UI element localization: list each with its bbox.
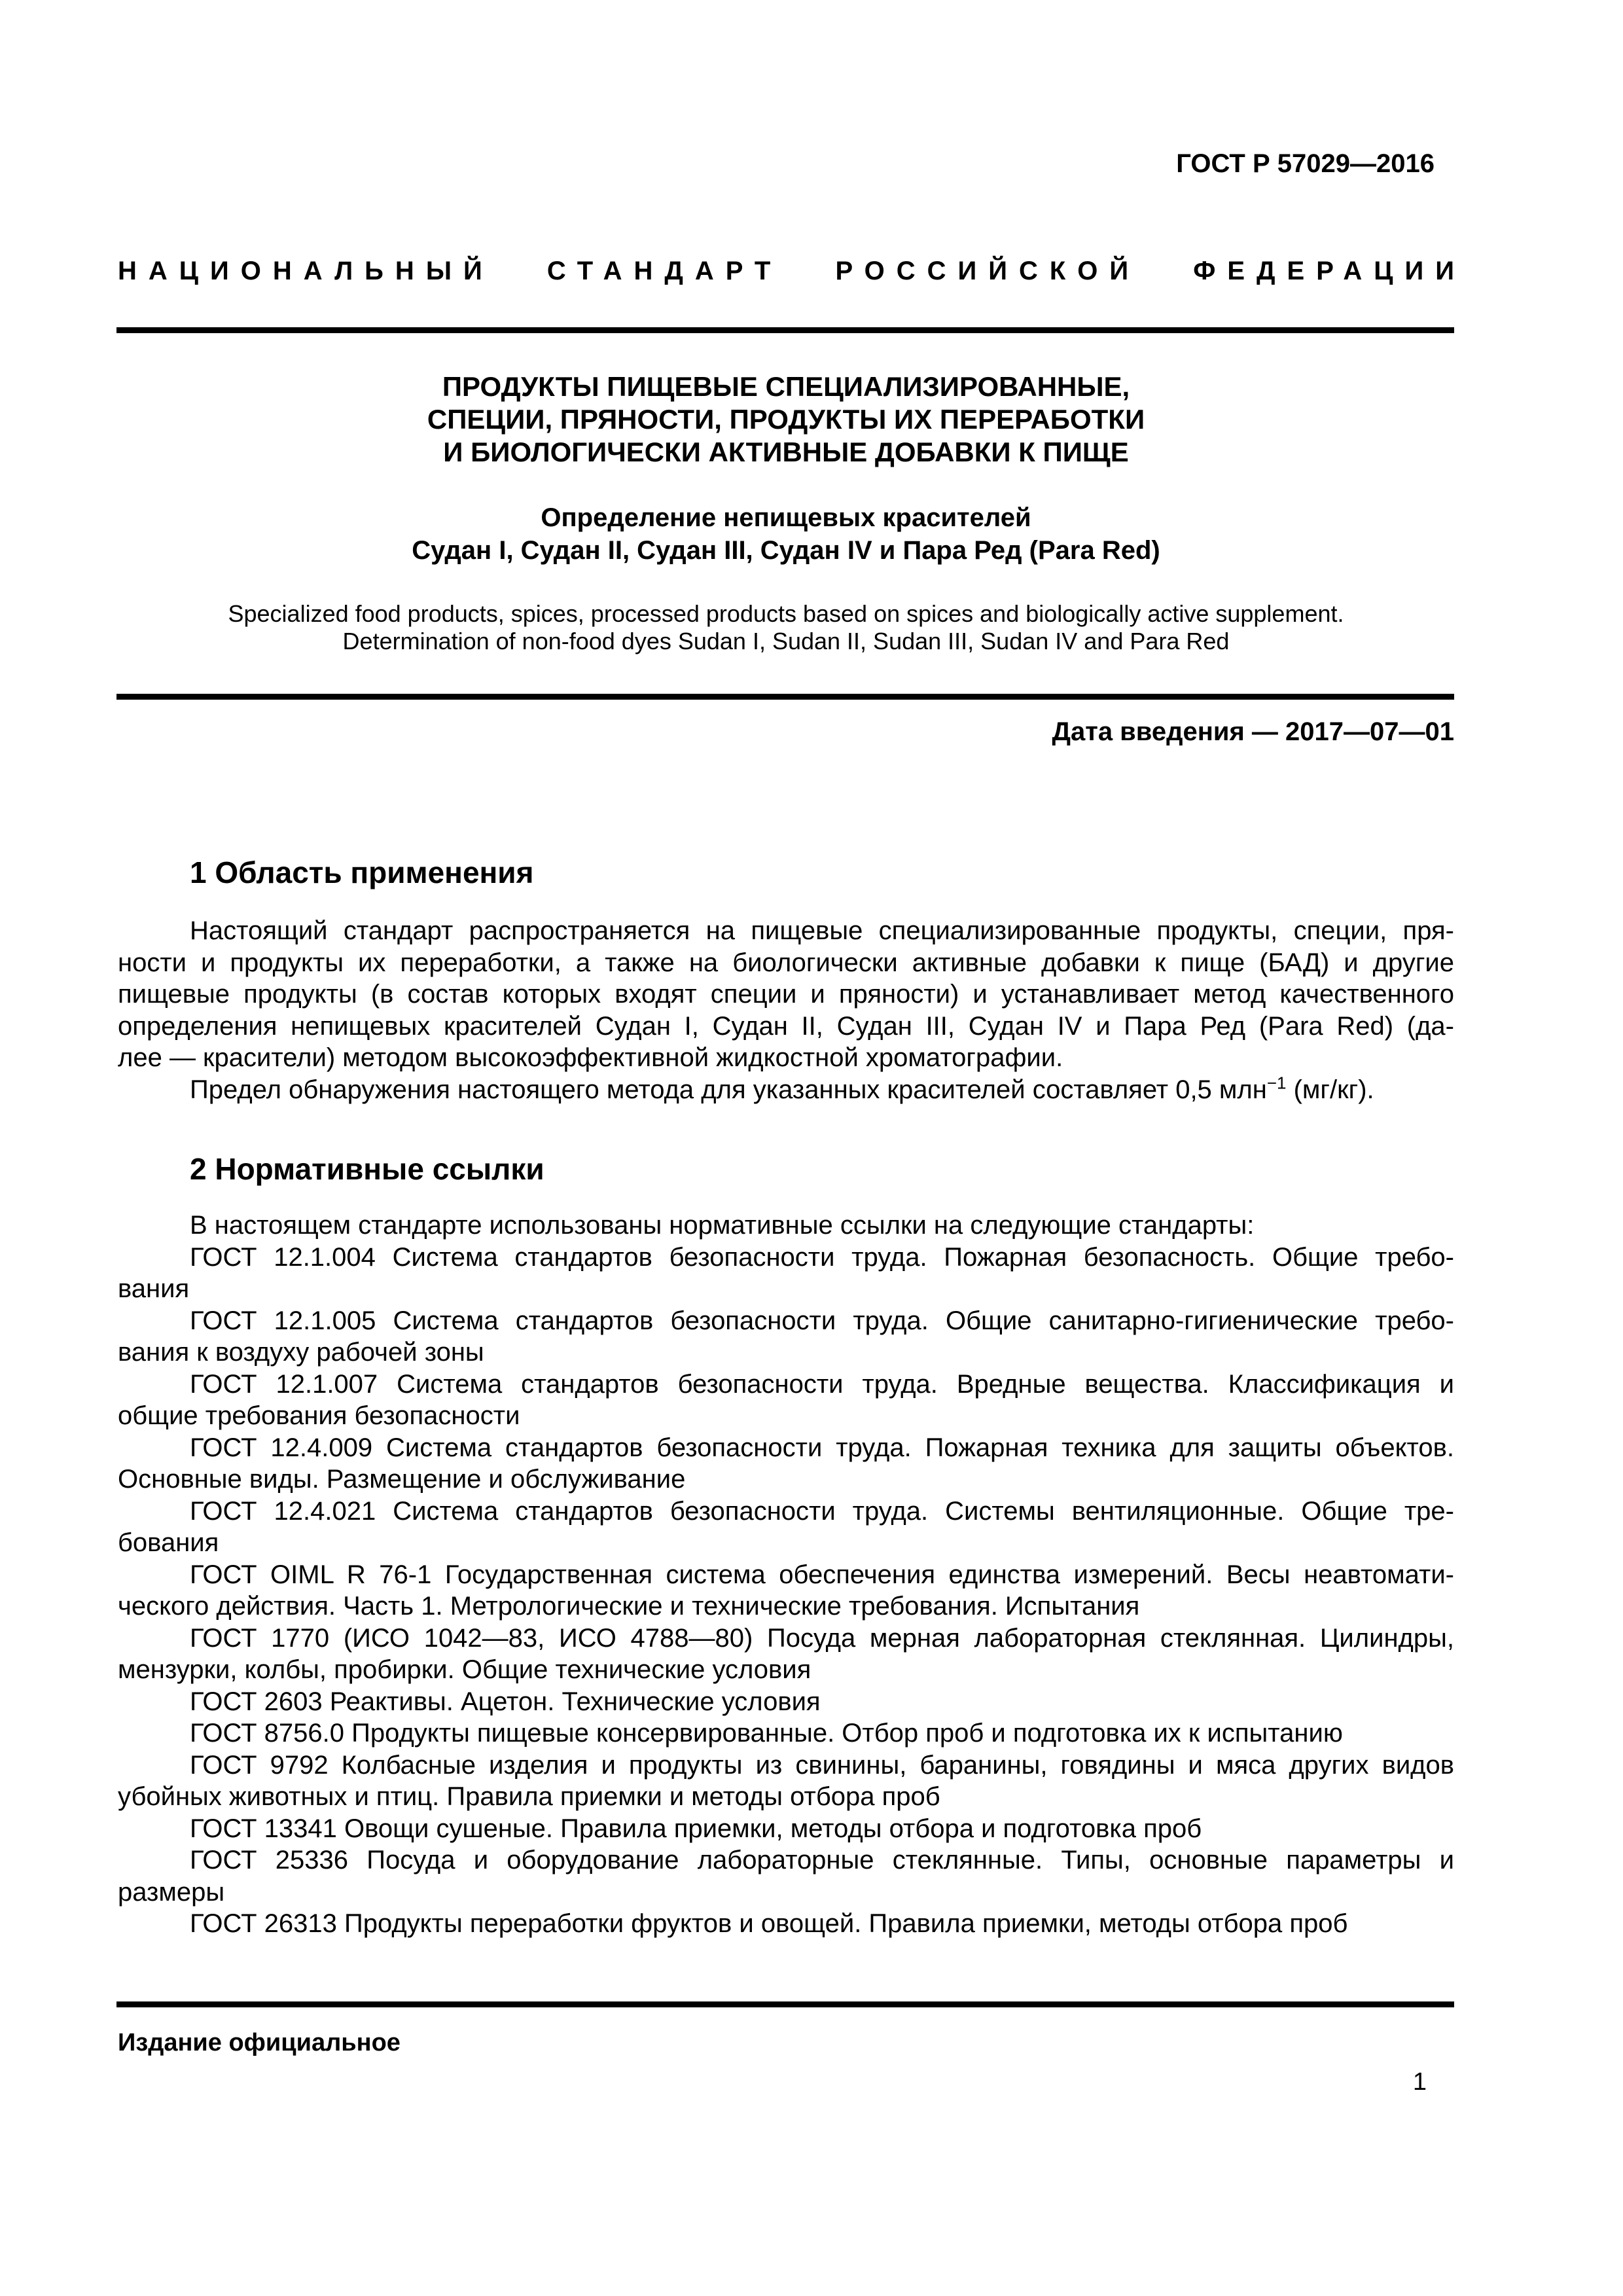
superscript: −1 <box>1266 1073 1287 1093</box>
banner-word: ФЕДЕРАЦИИ <box>1193 257 1466 285</box>
text-line: бования <box>118 1528 219 1557</box>
page-number: 1 <box>1412 2068 1427 2096</box>
text-line: вания к воздуху рабочей зоны <box>118 1338 484 1367</box>
footer-rule <box>116 2001 1454 2007</box>
doc-number: ГОСТ Р 57029—2016 <box>1176 149 1435 178</box>
text-line: ности и продукты их переработки, а также на биологически активные добавки к пище (БАД) и другие <box>118 948 1454 977</box>
text-line: размеры <box>118 1877 225 1907</box>
text-line: пищевые продукты (в состав которых входят специи и пряности) и устанавливает метод качественного <box>118 980 1454 1009</box>
document-title-english <box>118 600 1454 655</box>
header-rule <box>116 327 1454 333</box>
title-rule <box>116 694 1454 700</box>
edition-note: Издание официальное <box>118 2029 401 2056</box>
text-line: ГОСТ 1770 (ИСО 1042—83, ИСО 4788—80) Посуда мерная лабораторная стеклянная. Цилиндры, <box>190 1623 1454 1653</box>
text-line: ГОСТ 12.1.004 Система стандартов безопасности труда. Пожарная безопасность. Общие требо- <box>190 1242 1454 1272</box>
section-1-heading: 1 Область применения <box>190 855 534 889</box>
text-line: ГОСТ 25336 Посуда и оборудование лабораторные стеклянные. Типы, основные параметры и <box>190 1846 1454 1874</box>
section-2-heading: 2 Нормативные ссылки <box>190 1152 544 1186</box>
section-2-body <box>118 1210 1454 1940</box>
title-line: ПРОДУКТЫ ПИЩЕВЫЕ СПЕЦИАЛИЗИРОВАННЫЕ, <box>442 371 1130 402</box>
title-line: И БИОЛОГИЧЕСКИ АКТИВНЫЕ ДОБАВКИ К ПИЩЕ <box>443 437 1129 467</box>
text-line: ГОСТ 26313 Продукты переработки фруктов и овощей. Правила приемки, методы отбора проб <box>190 1909 1348 1938</box>
banner-word: НАЦИОНАЛЬНЫЙ <box>118 257 494 285</box>
text-line <box>118 1074 1454 1106</box>
text-line: общие требования безопасности <box>118 1401 520 1430</box>
text-line: мензурки, колбы, пробирки. Общие технические условия <box>118 1655 812 1684</box>
banner-word: РОССИЙСКОЙ <box>835 257 1141 285</box>
national-standard-banner <box>118 257 1466 286</box>
text-line: ГОСТ 9792 Колбасные изделия и продукты из свинины, баранины, говядины и мяса других видов <box>190 1750 1454 1780</box>
title-line: СПЕЦИИ, ПРЯНОСТИ, ПРОДУКТЫ ИХ ПЕРЕРАБОТКИ <box>427 404 1145 435</box>
text-line: Основные виды. Размещение и обслуживание <box>118 1465 686 1494</box>
text-line: Настоящий стандарт распространяется на пищевые специализированные продукты, специи, пря- <box>190 916 1454 945</box>
title-en-line: Specialized food products, spices, processed products based on spices and biologically active supplement. <box>228 600 1344 627</box>
text-line: ГОСТ 2603 Реактивы. Ацетон. Технические условия <box>190 1687 821 1716</box>
text-line: ГОСТ 12.1.007 Система стандартов безопасности труда. Вредные вещества. Классификация и <box>190 1369 1454 1399</box>
banner-word: СТАНДАРТ <box>546 257 783 285</box>
text-line: определения непищевых красителей Судан I, Судан II, Судан III, Судан IV и Пара Ред (Para Red) (да- <box>118 1011 1454 1041</box>
text-segment: Предел обнаружения настоящего метода для указанных красителей составляет 0,5 млн <box>190 1075 1267 1104</box>
text-line: ГОСТ 12.1.005 Система стандартов безопасности труда. Общие санитарно-гигиенические требо- <box>190 1306 1454 1335</box>
text-line: лее — красители) методом высокоэффективной жидкостной хроматографии. <box>118 1043 1063 1072</box>
text-line: убойных животных и птиц. Правила приемки и методы отбора проб <box>118 1782 940 1811</box>
text-line: вания <box>118 1274 190 1303</box>
title-en-line: Determination of non-food dyes Sudan I, Sudan II, Sudan III, Sudan IV and Para Red <box>342 628 1230 655</box>
text-line: В настоящем стандарте использованы нормативные ссылки на следующие стандарты: <box>190 1211 1255 1240</box>
subtitle-line: Определение непищевых красителей <box>541 503 1031 532</box>
effective-date: Дата введения — 2017—07—01 <box>1052 717 1454 746</box>
section-1-body <box>118 915 1454 1105</box>
text-line: ГОСТ 12.4.021 Система стандартов безопасности труда. Системы вентиляционные. Общие тре- <box>190 1496 1454 1526</box>
text-line: ческого действия. Часть 1. Метрологические и технические требования. Испытания <box>118 1592 1140 1621</box>
text-line: ГОСТ 12.4.009 Система стандартов безопасности труда. Пожарная техника для защиты объектов. <box>190 1433 1454 1462</box>
text-line: ГОСТ 8756.0 Продукты пищевые консервированные. Отбор проб и подготовка их к испытанию <box>190 1719 1343 1748</box>
subtitle-line: Судан I, Судан II, Судан III, Судан IV и Пара Ред (Para Red) <box>412 536 1160 565</box>
document-title <box>118 370 1454 469</box>
text-line: ГОСТ 13341 Овощи сушеные. Правила приемки, методы отбора и подготовка проб <box>190 1814 1202 1843</box>
text-line: ГОСТ OIML R 76-1 Государственная система обеспечения единства измерений. Весы неавтомати- <box>190 1560 1454 1589</box>
document-subtitle <box>118 501 1454 567</box>
text-segment: (мг/кг). <box>1286 1075 1374 1104</box>
